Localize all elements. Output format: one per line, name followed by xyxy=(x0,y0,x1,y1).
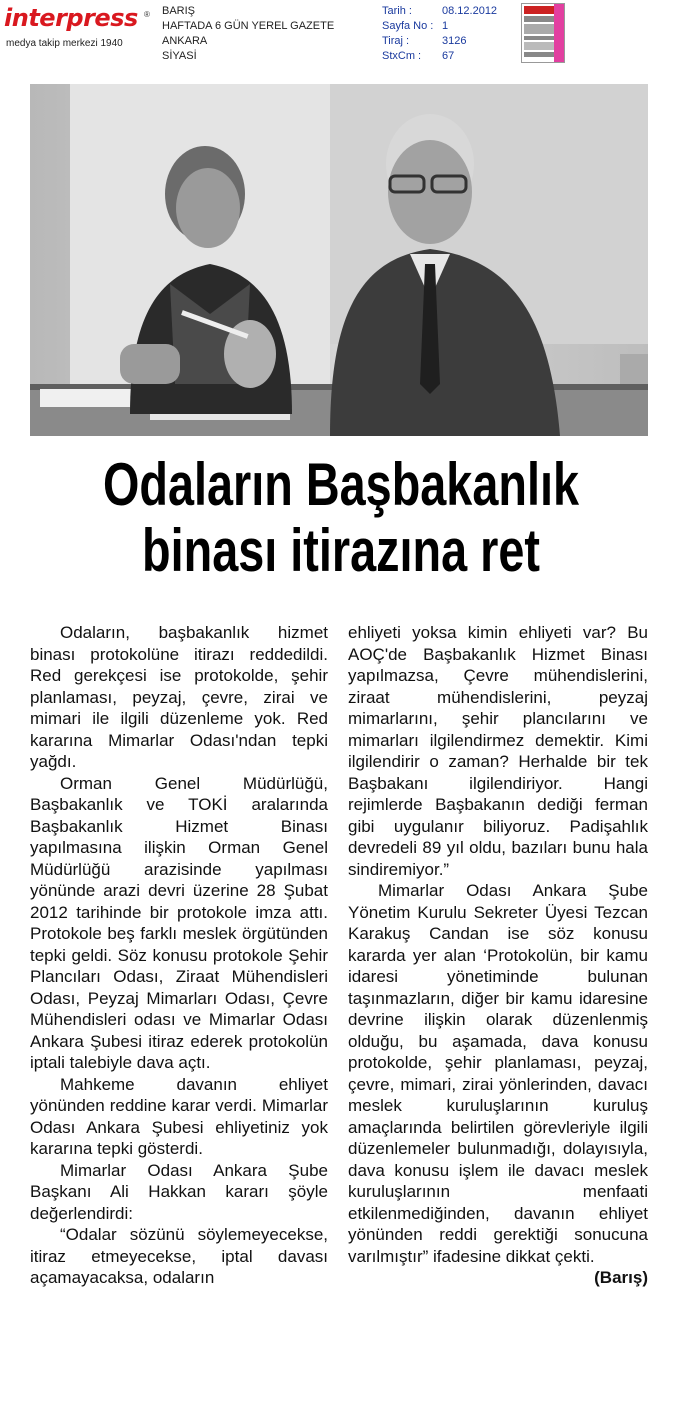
meta-page: Sayfa No : 1 xyxy=(382,20,449,32)
paragraph: “Odalar sözünü söylemeyecekse, itiraz etmeyecekse, iptal davası açamayacaksa, odaların xyxy=(30,1225,328,1287)
publication-info xyxy=(162,4,334,64)
paragraph: ehliyeti yoksa kimin ehliyeti var? Bu AOÇ'de Başbakanlık Hizmet Binası yapılmazsa, Çevre mühendislerini, ziraat mühendislerini, peyzaj mimarlarını, şehir plancılarını ve mimarları ilgilendirmez demektir. Kimi ilgilendirir o zaman? Herhalde bir tek Başbakanı ilgilendiriyor. Hangi rejimlerde Başbakanın dediği ferman gibi uygulanır biliyoruz. Padişahlık devredeli 89 yıl oldu, bazıları bunu hala sindiremiyor.” xyxy=(348,623,648,879)
logo-wordmark: interpress xyxy=(4,4,138,32)
headline-line-1: Odaların Başbakanlık xyxy=(102,451,579,518)
interpress-logo xyxy=(4,4,148,50)
article-credit: (Barış) xyxy=(594,1268,648,1287)
page-thumbnail xyxy=(521,3,565,63)
publication-category: SİYASİ xyxy=(162,50,197,62)
headline-line-2: binası itirazına ret xyxy=(142,517,540,584)
meta-date: Tarih : 08.12.2012 xyxy=(382,5,498,17)
article-headline xyxy=(0,452,682,584)
publication-frequency: HAFTADA 6 GÜN YEREL GAZETE xyxy=(162,20,335,32)
paragraph: Odaların, başbakanlık hizmet binası protokolüne itirazı reddedildi. Red gerekçesi ise protokolde, şehir planlaması, peyzaj, çevre, zirai ve mimari ile ilgili düzenleme yok. Red kararına Mimarlar Odası'ndan tepki yağdı. xyxy=(30,623,328,771)
paragraph: Mahkeme davanın ehliyet yönünden reddine karar verdi. Mimarlar Odası Ankara Şubesi ehliyetiniz yok kararına tepki gösterdi. xyxy=(30,1074,328,1158)
clipping-header xyxy=(0,0,682,72)
logo-registered-mark: ® xyxy=(144,10,150,19)
paragraph: Mimarlar Odası Ankara Şube Başkanı Ali Hakkan kararı şöyle değerlendirdi: xyxy=(30,1160,328,1223)
publication-name: BARIŞ xyxy=(162,5,196,17)
article-column-left xyxy=(30,622,328,1289)
paragraph: Mimarlar Odası Ankara Şube Yönetim Kurulu Sekreter Üyesi Tezcan Karakuş Candan ise söz konusu kararda yer alan ‘Protokolün, bir kamu idaresi yönetiminde bulunan taşınmazların, diğer bir kamu idaresine devrine ilişkin olarak düzenlenmiş olduğu, bu aşamada, dava konusu protokolde, şehir planlaması, peyzaj, çevre, mimari, zirai yönlerinden, davacı meslek kuruluşlarının kuruluş amaçlarında belirtilen görevleriyle ilgili düzenlemeler bulunmadığı, dolayısıyla, dava konusu işlem ile davacı meslek kuruluşlarının menfaati etkilenmediğinden, davanın ehliyet yönünden reddi gerektiği sonucuna varılmıştır” ifadesine dikkat çekti. xyxy=(348,881,648,1266)
publication-city: ANKARA xyxy=(162,35,208,47)
paragraph: Orman Genel Müdürlüğü, Başbakanlık ve TOKİ aralarında Başbakanlık Hizmet Binası yapılmasına ilişkin Orman Genel Müdürlüğü arazisinde yapılması yönünde arazi devri üzerine 28 Şubat 2012 tarihinde bir protokole imza attı. Protokole beş farklı meslek örgütünden tepki geldi. Söz konusu protokole Şehir Plancıları Odası, Ziraat Mühendisleri Odası, Peyzaj Mimarları Odası, Çevre Mühendisleri odası ve Mimarlar Odası Ankara Şubesi itiraz ederek protokolün iptali talebiyle dava açtı. xyxy=(30,773,328,1072)
clipping-meta xyxy=(382,4,522,64)
article-photo xyxy=(30,84,648,436)
logo-tagline: medya takip merkezi 1940 xyxy=(6,38,123,49)
article-column-right xyxy=(348,622,648,1289)
meta-stxcm: StxCm : 67 xyxy=(382,50,455,62)
meta-circulation: Tiraj : 3126 xyxy=(382,35,467,47)
